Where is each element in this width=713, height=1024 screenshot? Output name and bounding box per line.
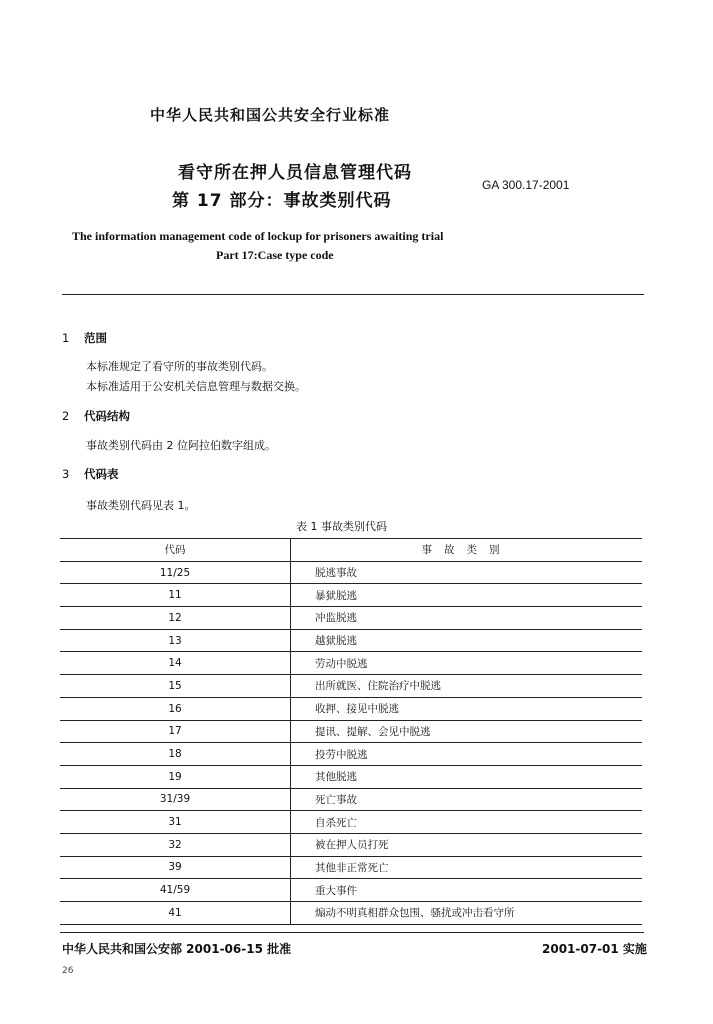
footer-divider <box>60 932 644 933</box>
code-cell: 18 <box>60 743 291 766</box>
code-table <box>60 538 642 925</box>
code-cell: 14 <box>60 652 291 675</box>
category-cell: 死亡事故 <box>291 788 643 811</box>
category-cell: 暴狱脱逃 <box>291 584 643 607</box>
category-cell: 出所就医、住院治疗中脱逃 <box>291 675 643 698</box>
section-heading: 1 范围 <box>62 331 107 345</box>
category-cell: 越狱脱逃 <box>291 629 643 652</box>
table-row <box>60 697 642 720</box>
category-cell: 其他非正常死亡 <box>291 856 643 879</box>
code-cell: 31 <box>60 811 291 834</box>
category-cell: 收押、接见中脱逃 <box>291 697 643 720</box>
header-category: 事故类别 <box>291 539 643 562</box>
category-cell: 投劳中脱逃 <box>291 743 643 766</box>
implementation-date: 2001-07-01 实施 <box>542 942 647 956</box>
standard-type: 中华人民共和国公共安全行业标准 <box>150 106 391 124</box>
category-cell: 提讯、提解、会见中脱逃 <box>291 720 643 743</box>
code-cell: 32 <box>60 833 291 856</box>
category-cell: 冲监脱逃 <box>291 607 643 630</box>
code-cell: 39 <box>60 856 291 879</box>
title-line-1: 看守所在押人员信息管理代码 <box>178 163 412 183</box>
table-row <box>60 788 642 811</box>
table-row <box>60 856 642 879</box>
table-row <box>60 833 642 856</box>
paragraph: 本标准适用于公安机关信息管理与数据交换。 <box>86 380 306 393</box>
category-cell: 自杀死亡 <box>291 811 643 834</box>
code-cell: 41/59 <box>60 879 291 902</box>
table-row <box>60 811 642 834</box>
category-cell: 脱逃事故 <box>291 561 643 584</box>
code-cell: 12 <box>60 607 291 630</box>
paragraph: 事故类别代码见表 1。 <box>86 499 196 512</box>
code-cell: 19 <box>60 765 291 788</box>
table-row <box>60 584 642 607</box>
english-title-2: Part 17:Case type code <box>216 248 334 262</box>
code-cell: 41 <box>60 902 291 925</box>
paragraph: 事故类别代码由 2 位阿拉伯数字组成。 <box>86 439 276 452</box>
code-cell: 13 <box>60 629 291 652</box>
table-row <box>60 561 642 584</box>
paragraph: 本标准规定了看守所的事故类别代码。 <box>86 360 273 373</box>
english-title-1: The information management code of lockup for prisoners awaiting trial <box>72 229 444 243</box>
approval-date: 中华人民共和国公安部 2001-06-15 批准 <box>62 942 292 956</box>
code-cell: 31/39 <box>60 788 291 811</box>
category-cell: 重大事件 <box>291 879 643 902</box>
header-divider <box>62 294 644 295</box>
header-code: 代码 <box>60 539 291 562</box>
page-number: 26 <box>62 966 74 976</box>
code-cell: 15 <box>60 675 291 698</box>
code-cell: 11 <box>60 584 291 607</box>
category-cell: 煽动不明真相群众包围、骚扰或冲击看守所 <box>291 902 643 925</box>
table-row <box>60 720 642 743</box>
table-header-row <box>60 539 642 562</box>
code-cell: 11/25 <box>60 561 291 584</box>
table-caption: 表 1 事故类别代码 <box>296 520 387 533</box>
table-row <box>60 765 642 788</box>
category-cell: 其他脱逃 <box>291 765 643 788</box>
table-row <box>60 607 642 630</box>
category-cell: 被在押人员打死 <box>291 833 643 856</box>
table-row <box>60 652 642 675</box>
table-row <box>60 629 642 652</box>
table-row <box>60 743 642 766</box>
category-cell: 劳动中脱逃 <box>291 652 643 675</box>
section-heading: 2 代码结构 <box>62 409 130 423</box>
code-cell: 16 <box>60 697 291 720</box>
table-row <box>60 879 642 902</box>
section-heading: 3 代码表 <box>62 467 119 481</box>
table-row <box>60 675 642 698</box>
standard-code: GA 300.17-2001 <box>482 178 570 192</box>
table-row <box>60 902 642 925</box>
code-cell: 17 <box>60 720 291 743</box>
title-line-2: 第 17 部分：事故类别代码 <box>172 191 392 211</box>
